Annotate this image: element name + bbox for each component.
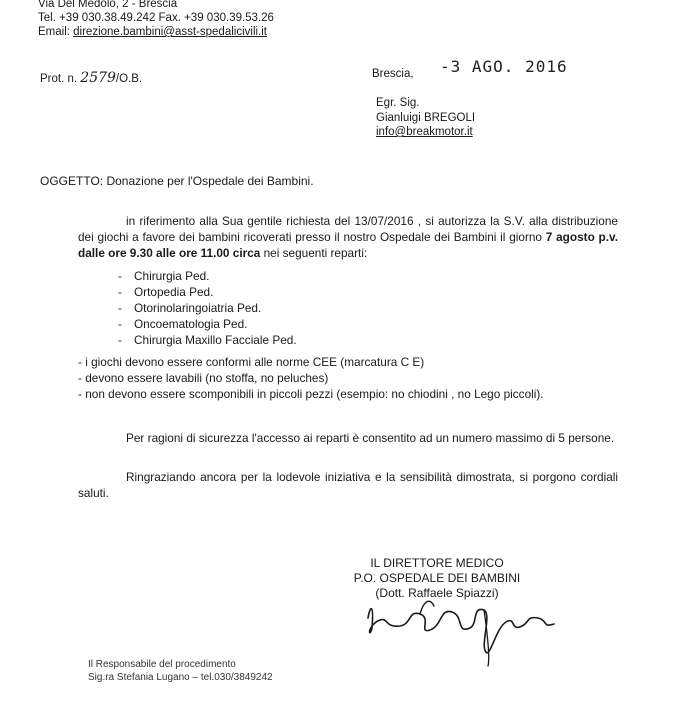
recipient-name: Gianluigi BREGOLI (376, 112, 476, 124)
place: Brescia, (372, 68, 414, 80)
departments-list (118, 268, 297, 348)
list-item: - non devono essere scomponibili in piccoli pezzi (esempio: no chiodini , no Lego piccoli). (78, 387, 544, 401)
closing-paragraph: Ringraziando ancora per la lodevole iniziativa e la sensibilità dimostrata, si porgono cordiali saluti. (78, 470, 618, 500)
letterhead-address: Via Del Medolo, 2 - Brescia (38, 0, 178, 10)
date-stamp: -3 AGO. 2016 (440, 57, 568, 76)
letterhead-email-link[interactable]: direzione.bambini@asst-spedalicivili.it (73, 26, 267, 38)
list-item (118, 284, 297, 300)
intro-text-start: in riferimento alla Sua gentile richiesta del 13/07/2016 , si autorizza la S.V. alla distribuzione dei giochi a favore dei bambini ricoverati presso il nostro Ospedale dei Bambini il giorno (78, 214, 618, 244)
recipient-salutation: Egr. Sig. (376, 97, 420, 109)
list-dash: - (118, 333, 122, 347)
department-name: Ortopedia Ped. (134, 285, 214, 299)
signature-org: P.O. OSPEDALE DEI BAMBINI (353, 571, 521, 585)
signature-title: IL DIRETTORE MEDICO (370, 556, 504, 570)
department-name: Otorinolaringoiatria Ped. (134, 301, 262, 315)
list-dash: - (118, 301, 122, 315)
list-dash: - (118, 269, 122, 283)
letterhead-email-label: Email: (38, 26, 74, 38)
subject-text: Donazione per l'Ospedale dei Bambini. (103, 174, 314, 188)
recipient-email-link[interactable]: info@breakmotor.it (376, 126, 473, 138)
subject-label: OGGETTO: (40, 174, 104, 188)
toy-rules-list (78, 354, 544, 402)
list-dash: - (118, 285, 122, 299)
signature-name: (Dott. Raffaele Spiazzi) (375, 586, 499, 600)
protocol-prefix: Prot. n. (40, 73, 81, 85)
list-item (118, 316, 297, 332)
footer-role: Il Responsabile del procedimento (88, 659, 236, 670)
list-item (118, 332, 297, 348)
list-item (118, 300, 297, 316)
intro-text-end: nei seguenti reparti: (260, 246, 368, 260)
footer-contact: Sig.ra Stefania Lugano – tel.030/3849242 (88, 672, 273, 683)
subject-line (40, 174, 314, 188)
department-name: Chirurgia Ped. (134, 269, 210, 283)
protocol-suffix: /O.B. (115, 73, 143, 85)
letterhead-phone-fax: Tel. +39 030.38.49.242 Fax. +39 030.39.53.26 (38, 12, 274, 24)
intro-paragraph (78, 213, 618, 261)
list-dash: - (118, 317, 122, 331)
department-name: Oncoematologia Ped. (134, 317, 248, 331)
list-item: - devono essere lavabili (no stoffa, no peluches) (78, 371, 329, 385)
handwritten-signature (360, 588, 560, 668)
letterhead-email-line (38, 25, 267, 39)
safety-paragraph: Per ragioni di sicurezza l'accesso ai reparti è consentito ad un numero massimo di 5 persone. (126, 431, 615, 445)
list-item: - i giochi devono essere conformi alle norme CEE (marcatura C E) (78, 355, 425, 369)
intro-text-bold: 7 agosto p.v. dalle ore 9.30 alle ore 11.00 circa (78, 230, 618, 260)
department-name: Chirurgia Maxillo Facciale Ped. (134, 333, 297, 347)
protocol-number (40, 70, 142, 86)
list-item (118, 268, 297, 284)
protocol-handwritten-number: 2579 (80, 70, 116, 86)
